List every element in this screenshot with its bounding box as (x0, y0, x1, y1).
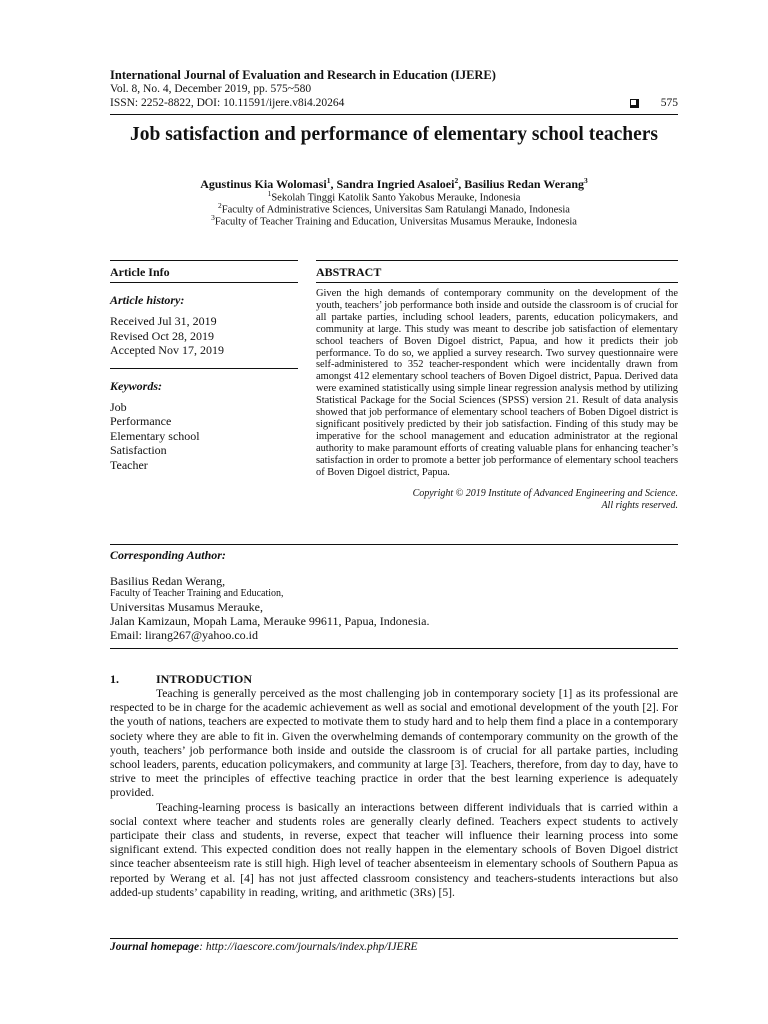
keyword: Teacher (110, 457, 148, 472)
homepage-link[interactable]: http://iaescore.com/journals/index.php/IJERE (205, 941, 418, 953)
rule (110, 544, 678, 545)
affiliation-1: $^1$Sekolah Tinggi Katolik Santo Yakobus Merauke, Indonesia (267, 189, 521, 204)
article-history-label: Article history: (110, 293, 185, 307)
section-number: 1. (110, 672, 119, 686)
keywords-label: Keywords: (110, 378, 162, 393)
introduction-heading (110, 672, 678, 687)
article-info (110, 260, 298, 472)
keyword: Job (110, 399, 127, 414)
affiliation-2: $^2$Faculty of Administrative Sciences, Universitas Sam Ratulangi Manado, Indonesia (218, 201, 570, 216)
history-accepted: Accepted Nov 17, 2019 (110, 343, 224, 357)
paragraph: Teaching-learning process is basically an interactions between different individuals that is carried within a social context where teacher and students roles are generally clearly defined. Teachers expect students to actively participate their class and students, in reverse, expect that teacher will influence their learning process into some significant extend. This expected condition does not really happen in the elementary schools of Boven Digoel district since teacher absenteeism rate is still high. High level of teacher absenteeism in elementary schools of Southern Papua as reported by Werang et al. [4] has not just affected classroom consistency and teachers-students interactions but also added-up students’ capability in reading, writing, and arithmetic (3Rs) [5]. (110, 800, 678, 899)
copyright (316, 488, 678, 512)
homepage-label: Journal homepage (110, 941, 200, 953)
volume-line: Vol. 8, No. 4, December 2019, pp. 575~580 (110, 83, 312, 95)
author: Sandra Ingried Asaloei$^2$, (336, 176, 465, 191)
header-rule (110, 114, 678, 115)
history-revised: Revised Oct 28, 2019 (110, 328, 214, 343)
paragraph: Teaching is generally perceived as the most challenging job in contemporary society [1] as its professional are respected to be in charge for the academic achievement as well as social and emotional development of the youth [2]. For the youth of nations, teachers are expected to motivate them to study hard and to help them find a place in a contemporary society where they are able to fit in. Given the overwhelming demands of contemporary community on the growth of the youth, teachers’ job performance both inside and outside the classroom is of crucial for all partake parties, including school leaders, parents, education policymakers, and community at large [3]. Teachers, therefore, from day to day, have to strive to meet the principles of effective teaching practice in order that the best learning experience is adequately provided. (110, 687, 678, 800)
rule (110, 282, 298, 283)
issn-doi: ISSN: 2252-8822, DOI: 10.11591/ijere.v8i4.20264 (110, 97, 345, 109)
issn-line (110, 97, 678, 109)
corresponding-faculty: Faculty of Teacher Training and Education, (110, 588, 284, 599)
corresponding-heading: Corresponding Author: (110, 548, 226, 562)
corresponding-name: Basilius Redan Werang, (110, 574, 226, 588)
article-history (110, 314, 298, 358)
rule (316, 260, 678, 261)
rule (316, 282, 678, 283)
copyright-line-1: Copyright © 2019 Institute of Advanced Engineering and Science. (412, 487, 678, 499)
rule (110, 368, 298, 369)
section-title: INTRODUCTION (156, 672, 253, 686)
footer-rule (110, 938, 678, 939)
journal-homepage: Journal homepage: http://iaescore.com/journals/index.php/IJERE (110, 941, 418, 953)
introduction-section (110, 672, 678, 900)
rule (110, 648, 678, 649)
keyword: Satisfaction (110, 443, 167, 457)
page-number: 575 (660, 97, 678, 109)
abstract-heading: ABSTRACT (316, 265, 382, 279)
paper-page (110, 0, 678, 1024)
rule (110, 260, 298, 261)
keyword: Performance (110, 414, 172, 428)
corresponding-university: Universitas Musamus Merauke, (110, 600, 263, 614)
article-info-heading: Article Info (110, 265, 170, 279)
history-received: Received Jul 31, 2019 (110, 314, 217, 328)
keyword-list (110, 400, 298, 473)
paper-title: Job satisfaction and performance of elementary school teachers (129, 124, 659, 145)
abstract-section (316, 260, 678, 512)
author: Basilius Redan Werang$^3$ (464, 176, 588, 191)
page-indicator (630, 97, 678, 109)
abstract-text: Given the high demands of contemporary community on the development of the youth, teachers’ job performance both inside and outside the classroom is of crucial for all partake parties, including school leaders, parents, education policymakers, and community at large. This study was meant to describe job satisfaction of elementary school teachers of Boven Digoel district, Papua, and how it predicts their job performance. To do so, we applied a survey research. Two survey questionnaire were self-administered to 352 teacher-respondent which were incidentally drawn from amongst 412 elementary school teachers of Boven Digoel district, Papua. Derived data were examined statistically using simple linear regression analysis method by utilizing Statistical Package for the Social Sciences (SPSS) version 21. Result of data analysis showed that job performance of elementary school teachers of Boben Digoel district is significant positively predicted by their job satisfaction. Finding of this study may be imperative for the school management and education administrator at the regional authority to make paramount efforts of creating valuable plans for enhancing teacher’s satisfaction in order to promote a better job performance of elementary school teachers of Boven Digoel district, Papua. (316, 288, 678, 478)
keyword: Elementary school (110, 428, 200, 443)
author: Agustinus Kia Wolomasi$^1$, (200, 176, 337, 191)
copyright-line-2: All rights reserved. (601, 499, 678, 511)
square-bullet-icon (630, 99, 639, 108)
journal-name: International Journal of Evaluation and Research in Education (IJERE) (110, 68, 496, 82)
corresponding-author (110, 544, 678, 649)
affiliation-3: $^3$Faculty of Teacher Training and Education, Universitas Musamus Merauke, Indonesia (211, 213, 577, 228)
corresponding-email: Email: lirang267@yahoo.co.id (110, 628, 259, 642)
corresponding-address: Jalan Kamizaun, Mopah Lama, Merauke 99611, Papua, Indonesia. (110, 614, 430, 628)
